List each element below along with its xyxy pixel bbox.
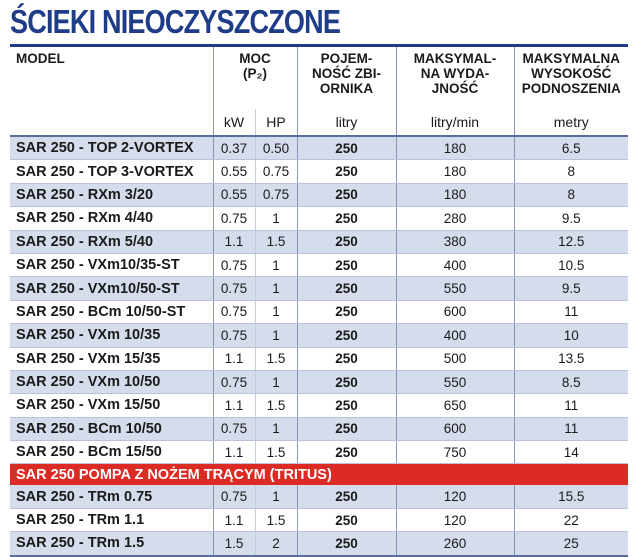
cell-head: 8 [514, 183, 628, 206]
cell-kw: 1.1 [213, 230, 255, 253]
header-capacity-line2: NOŚĆ ZBI- [312, 66, 381, 81]
cell-capacity: 250 [297, 441, 396, 464]
cell-head: 10.5 [514, 253, 628, 276]
cell-hp: 1.5 [255, 347, 297, 370]
header-row [10, 47, 628, 109]
cell-head: 15.5 [514, 485, 628, 508]
cell-model: SAR 250 - BCm 10/50-ST [10, 300, 213, 323]
cell-flow: 120 [396, 508, 514, 531]
cell-head: 11 [514, 394, 628, 417]
page-title: ŚCIEKI NIEOCZYSZCZONE [10, 3, 341, 40]
cell-capacity: 250 [297, 230, 396, 253]
header-capacity [297, 47, 396, 109]
unit-capacity: litry [297, 109, 396, 136]
cell-flow: 600 [396, 417, 514, 440]
cell-hp: 1.5 [255, 508, 297, 531]
header-head-line3: PODNOSZENIA [521, 81, 621, 96]
header-head-line2: WYSOKOŚĆ [531, 66, 612, 81]
table-row [10, 370, 628, 393]
cell-hp: 0.50 [255, 136, 297, 160]
cell-model: SAR 250 - RXm 5/40 [10, 230, 213, 253]
cell-hp: 0.75 [255, 183, 297, 206]
header-model: MODEL [16, 51, 65, 66]
table-row [10, 183, 628, 206]
cell-model: SAR 250 - VXm 10/50 [10, 370, 213, 393]
cell-kw: 0.55 [213, 183, 255, 206]
cell-model: SAR 250 - TOP 3-VORTEX [10, 160, 213, 183]
unit-kw: kW [213, 109, 255, 136]
table-row [10, 532, 628, 556]
cell-capacity: 250 [297, 394, 396, 417]
cell-model: SAR 250 - RXm 3/20 [10, 183, 213, 206]
header-capacity-line3: ORNIKA [319, 81, 374, 96]
cell-hp: 1 [255, 207, 297, 230]
header-power [213, 47, 297, 109]
cell-model: SAR 250 - VXm10/50-ST [10, 277, 213, 300]
cell-flow: 500 [396, 347, 514, 370]
cell-capacity: 250 [297, 532, 396, 556]
unit-head: metry [514, 109, 628, 136]
header-flow-line1: MAKSYMAL- [413, 51, 497, 66]
cell-model: SAR 250 - VXm10/35-ST [10, 253, 213, 276]
cell-flow: 120 [396, 485, 514, 508]
cell-flow: 400 [396, 253, 514, 276]
header-flow-line2: NA WYDA- [420, 66, 490, 81]
cell-kw: 0.75 [213, 485, 255, 508]
cell-hp: 1 [255, 417, 297, 440]
cell-head: 8.5 [514, 370, 628, 393]
cell-capacity: 250 [297, 136, 396, 160]
cell-hp: 1 [255, 485, 297, 508]
cell-capacity: 250 [297, 207, 396, 230]
cell-head: 13.5 [514, 347, 628, 370]
cell-kw: 0.55 [213, 160, 255, 183]
cell-head: 10 [514, 324, 628, 347]
cell-capacity: 250 [297, 253, 396, 276]
cell-flow: 180 [396, 160, 514, 183]
cell-head: 9.5 [514, 207, 628, 230]
cell-capacity: 250 [297, 160, 396, 183]
cell-hp: 2 [255, 532, 297, 556]
cell-head: 22 [514, 508, 628, 531]
cell-head: 11 [514, 417, 628, 440]
cell-model: SAR 250 - VXm 15/35 [10, 347, 213, 370]
cell-hp: 0.75 [255, 160, 297, 183]
table-row [10, 160, 628, 183]
cell-hp: 1 [255, 300, 297, 323]
table-row [10, 394, 628, 417]
cell-hp: 1.5 [255, 394, 297, 417]
cell-capacity: 250 [297, 508, 396, 531]
section-label: SAR 250 POMPA Z NOŻEM TRĄCYM (TRITUS) [10, 464, 628, 486]
cell-hp: 1 [255, 277, 297, 300]
cell-model: SAR 250 - TRm 1.5 [10, 532, 213, 556]
table-row [10, 485, 628, 508]
cell-kw: 1.1 [213, 441, 255, 464]
table-row [10, 253, 628, 276]
cell-head: 6.5 [514, 136, 628, 160]
cell-kw: 0.75 [213, 417, 255, 440]
cell-capacity: 250 [297, 300, 396, 323]
cell-flow: 180 [396, 183, 514, 206]
cell-flow: 260 [396, 532, 514, 556]
table-row [10, 441, 628, 464]
units-row [10, 109, 628, 136]
cell-model: SAR 250 - TOP 2-VORTEX [10, 136, 213, 160]
table-row [10, 300, 628, 323]
cell-model: SAR 250 - VXm 15/50 [10, 394, 213, 417]
units-model-blank [10, 109, 213, 136]
header-power-line2: (P₂) [243, 66, 267, 81]
cell-model: SAR 250 - VXm 10/35 [10, 324, 213, 347]
header-flow-line3: JNOŚĆ [431, 81, 479, 96]
cell-flow: 650 [396, 394, 514, 417]
table-row [10, 136, 628, 160]
cell-model: SAR 250 - BCm 15/50 [10, 441, 213, 464]
cell-flow: 180 [396, 136, 514, 160]
header-head-line1: MAKSYMALNA [522, 51, 620, 66]
table-row [10, 277, 628, 300]
cell-capacity: 250 [297, 277, 396, 300]
cell-flow: 400 [396, 324, 514, 347]
cell-flow: 380 [396, 230, 514, 253]
cell-head: 11 [514, 300, 628, 323]
table-row [10, 207, 628, 230]
unit-hp: HP [255, 109, 297, 136]
cell-model: SAR 250 - TRm 1.1 [10, 508, 213, 531]
table-row [10, 508, 628, 531]
cell-model: SAR 250 - RXm 4/40 [10, 207, 213, 230]
cell-flow: 550 [396, 370, 514, 393]
cell-model: SAR 250 - BCm 10/50 [10, 417, 213, 440]
cell-kw: 0.75 [213, 324, 255, 347]
cell-head: 8 [514, 160, 628, 183]
cell-capacity: 250 [297, 324, 396, 347]
cell-flow: 600 [396, 300, 514, 323]
cell-hp: 1.5 [255, 441, 297, 464]
cell-kw: 0.75 [213, 277, 255, 300]
cell-flow: 550 [396, 277, 514, 300]
cell-kw: 1.1 [213, 347, 255, 370]
cell-hp: 1 [255, 370, 297, 393]
cell-kw: 1.1 [213, 394, 255, 417]
table-row [10, 230, 628, 253]
table-row [10, 417, 628, 440]
cell-capacity: 250 [297, 370, 396, 393]
header-capacity-line1: POJEM- [320, 51, 373, 66]
cell-head: 14 [514, 441, 628, 464]
cell-capacity: 250 [297, 485, 396, 508]
cell-capacity: 250 [297, 347, 396, 370]
table-row [10, 324, 628, 347]
header-power-line1: MOC [239, 51, 271, 66]
cell-head: 25 [514, 532, 628, 556]
cell-kw: 0.37 [213, 136, 255, 160]
cell-kw: 0.75 [213, 370, 255, 393]
cell-kw: 0.75 [213, 300, 255, 323]
cell-capacity: 250 [297, 183, 396, 206]
cell-hp: 1.5 [255, 230, 297, 253]
cell-kw: 1.5 [213, 532, 255, 556]
cell-flow: 280 [396, 207, 514, 230]
cell-flow: 750 [396, 441, 514, 464]
cell-kw: 1.1 [213, 508, 255, 531]
cell-kw: 0.75 [213, 253, 255, 276]
section-band [10, 464, 628, 486]
cell-hp: 1 [255, 253, 297, 276]
cell-model: SAR 250 - TRm 0.75 [10, 485, 213, 508]
cell-kw: 0.75 [213, 207, 255, 230]
unit-flow: litry/min [396, 109, 514, 136]
pump-spec-table [10, 47, 628, 557]
header-flow [396, 47, 514, 109]
cell-hp: 1 [255, 324, 297, 347]
cell-capacity: 250 [297, 417, 396, 440]
table-row [10, 347, 628, 370]
header-head [514, 47, 628, 109]
cell-head: 9.5 [514, 277, 628, 300]
cell-head: 12.5 [514, 230, 628, 253]
